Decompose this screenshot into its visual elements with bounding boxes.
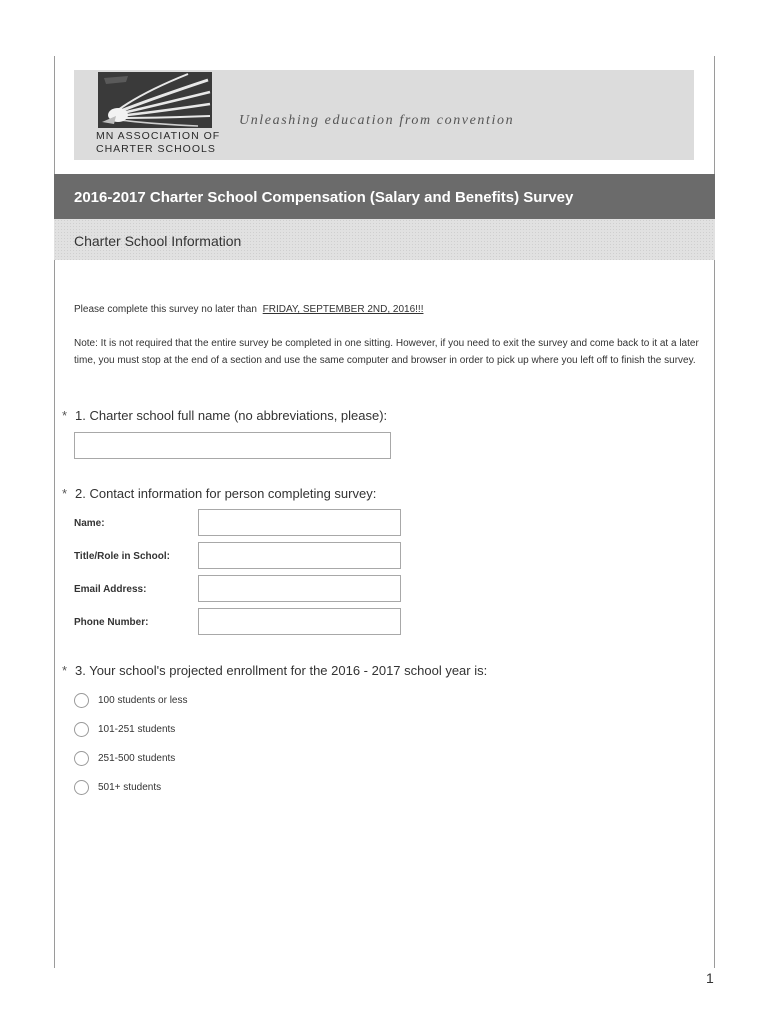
intro-prefix: Please complete this survey no later than: [74, 304, 257, 315]
radio-button[interactable]: [74, 693, 89, 708]
question-3-label: 3. Your school's projected enrollment for the 2016 - 2017 school year is:: [75, 663, 488, 678]
radio-label: 501+ students: [98, 781, 162, 793]
required-marker: *: [62, 408, 68, 423]
survey-title: 2016-2017 Charter School Compensation (Salary and Benefits) Survey: [74, 189, 574, 206]
radio-button[interactable]: [74, 722, 89, 737]
enrollment-option[interactable]: [74, 778, 161, 796]
section-header: [54, 219, 715, 260]
radio-label: 101-251 students: [98, 723, 176, 735]
contact-title-label: Title/Role in School:: [74, 551, 170, 562]
logo-text-line1: MN ASSOCIATION OF: [96, 130, 221, 142]
contact-name-label: Name:: [74, 518, 105, 529]
required-marker: *: [62, 663, 68, 678]
contact-title-input[interactable]: [198, 542, 401, 569]
header-banner: [74, 70, 694, 160]
page-number: 1: [706, 970, 714, 986]
contact-name-input[interactable]: [198, 509, 401, 536]
enrollment-option[interactable]: [74, 720, 175, 738]
tagline: Unleashing education from convention: [239, 113, 515, 128]
question-1: [62, 408, 387, 423]
question-2: [62, 486, 376, 501]
logo-sunburst-icon: [98, 72, 212, 128]
contact-phone-input[interactable]: [198, 608, 401, 635]
deadline-text: FRIDAY, SEPTEMBER 2ND, 2016!!!: [262, 304, 424, 315]
section-title: Charter School Information: [74, 233, 242, 249]
survey-title-bar: [54, 174, 715, 219]
logo-text-line2: CHARTER SCHOOLS: [96, 143, 216, 155]
required-marker: *: [62, 486, 68, 501]
school-name-input[interactable]: [74, 432, 391, 459]
radio-label: 251-500 students: [98, 752, 176, 764]
radio-button[interactable]: [74, 780, 89, 795]
question-2-label: 2. Contact information for person completing survey:: [75, 486, 377, 501]
enrollment-option[interactable]: [74, 691, 188, 709]
enrollment-option[interactable]: [74, 749, 175, 767]
question-3: [62, 663, 487, 678]
contact-phone-label: Phone Number:: [74, 617, 149, 628]
contact-email-input[interactable]: [198, 575, 401, 602]
organization-logo: [96, 72, 221, 158]
contact-email-label: Email Address:: [74, 584, 147, 595]
question-1-label: 1. Charter school full name (no abbreviations, please):: [75, 408, 388, 423]
radio-label: 100 students or less: [98, 694, 188, 706]
radio-button[interactable]: [74, 751, 89, 766]
note-text: Note: It is not required that the entire survey be completed in one sitting. However, if you need to exit the survey and come back to it at a later time, you must stop at the end of a section and use the same computer and browser in order to pick up where you left off to finish the survey.: [74, 338, 699, 366]
intro-text: [74, 304, 423, 315]
